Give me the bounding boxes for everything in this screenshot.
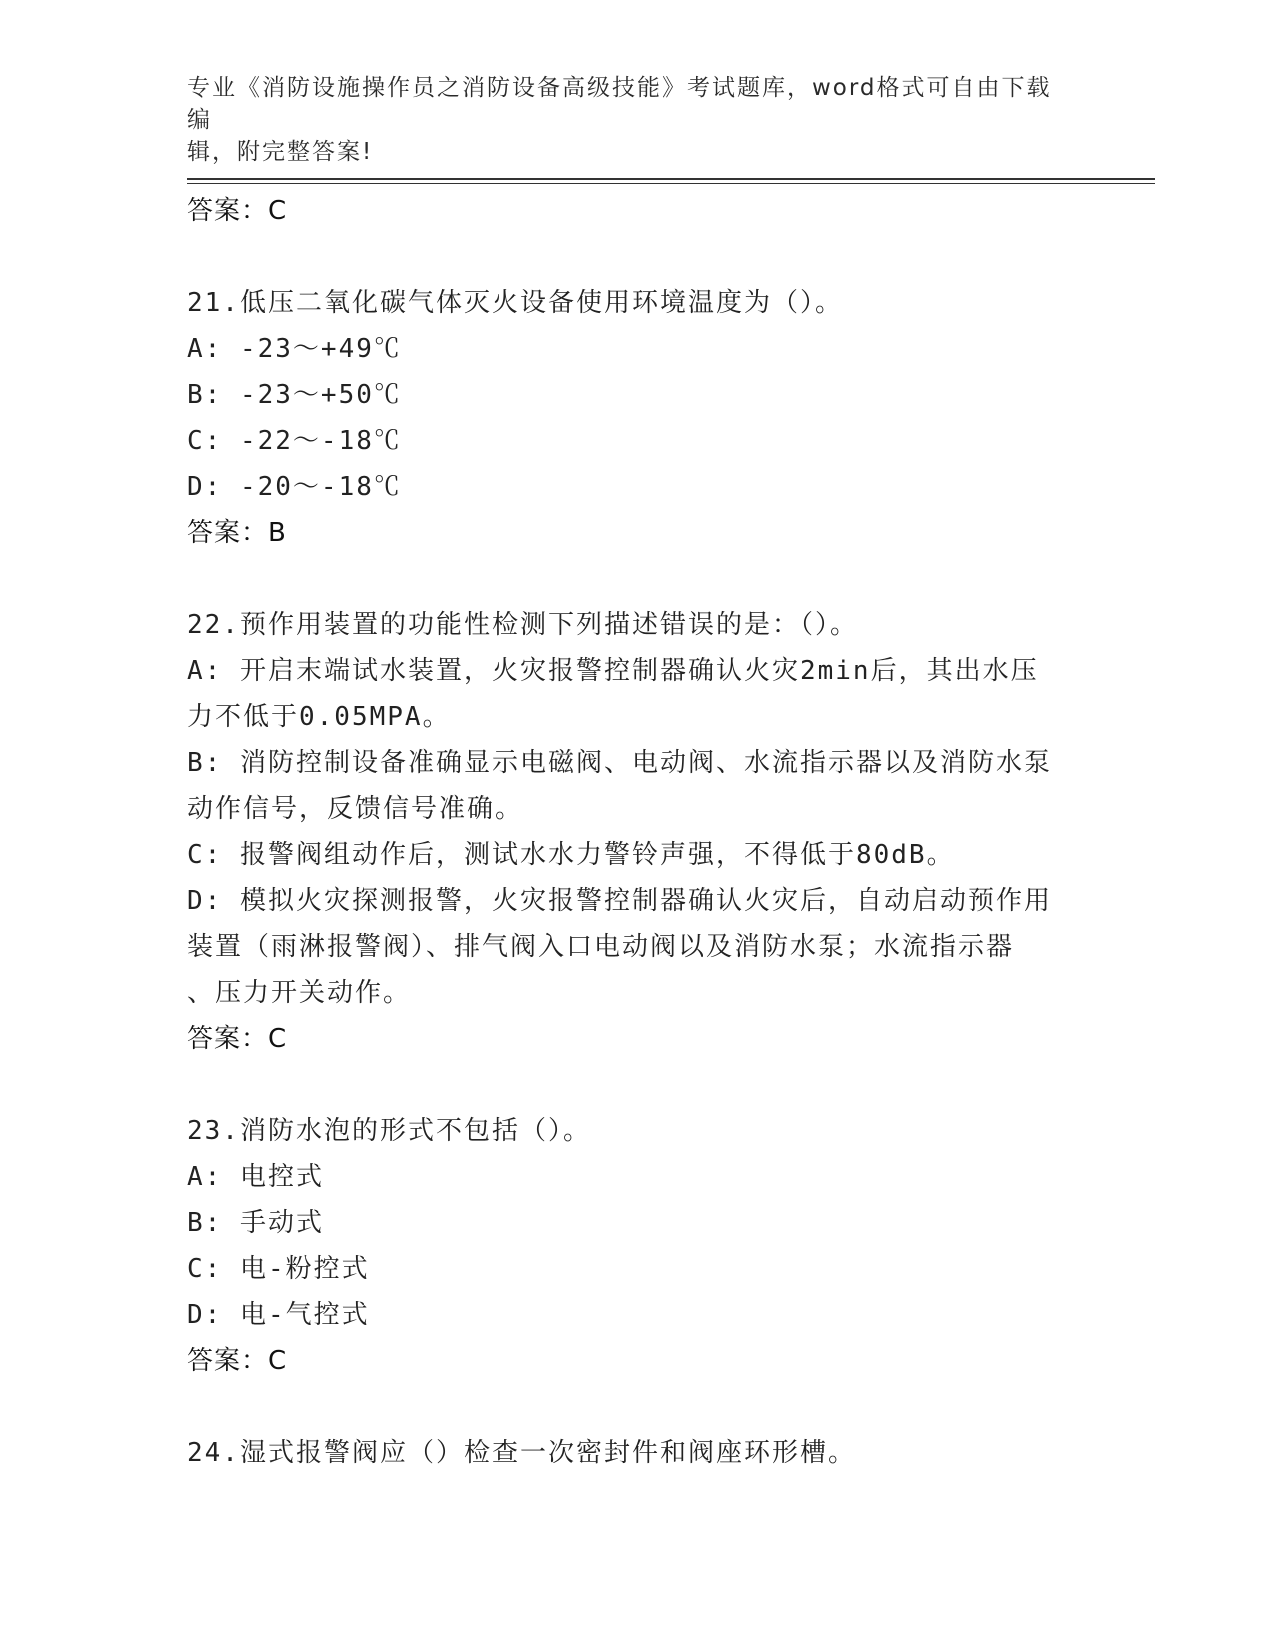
option-c: C: 电-粉控式 — [187, 1254, 370, 1284]
answer-line: 答案：C — [187, 1024, 288, 1054]
option-a-line-1: A: 开启末端试水装置，火灾报警控制器确认火灾2min后，其出水压 — [187, 656, 1039, 686]
option-d-line-1: D: 模拟火灾探测报警，火灾报警控制器确认火灾后，自动启动预作用 — [187, 886, 1052, 916]
option-a-line-2: 力不低于0.05MPA。 — [187, 702, 451, 732]
question-21 — [187, 280, 1087, 556]
spacer — [187, 234, 1087, 280]
answer-line: 答案：B — [187, 518, 287, 548]
option-b-line-2: 动作信号，反馈信号准确。 — [187, 794, 524, 824]
option-a: A: 电控式 — [187, 1162, 324, 1192]
spacer — [187, 1062, 1087, 1108]
option-c: C: 报警阀组动作后，测试水水力警铃声强，不得低于80dB。 — [187, 840, 955, 870]
option-c: C: -22～-18℃ — [187, 426, 402, 456]
option-d-line-3: 、压力开关动作。 — [187, 978, 412, 1008]
answer-line: 答案：C — [187, 196, 288, 226]
question-stem: 22.预作用装置的功能性检测下列描述错误的是：（）。 — [187, 610, 858, 640]
option-b-line-1: B: 消防控制设备准确显示电磁阀、电动阀、水流指示器以及消防水泵 — [187, 748, 1052, 778]
option-d-line-2: 装置（雨淋报警阀）、排气阀入口电动阀以及消防水泵；水流指示器 — [187, 932, 1015, 962]
spacer — [187, 1384, 1087, 1430]
option-b: B: -23～+50℃ — [187, 380, 402, 410]
question-23 — [187, 1108, 1087, 1384]
option-a: A: -23～+49℃ — [187, 334, 402, 364]
header-divider-thick — [187, 178, 1155, 180]
question-stem: 21.低压二氧化碳气体灭火设备使用环境温度为（）。 — [187, 288, 843, 318]
question-24 — [187, 1430, 1087, 1476]
spacer — [187, 556, 1087, 602]
header-line-1: 专业《消防设施操作员之消防设备高级技能》考试题库，word格式可自由下载编 — [187, 75, 1052, 133]
option-d: D: 电-气控式 — [187, 1300, 370, 1330]
option-b: B: 手动式 — [187, 1208, 324, 1238]
question-22 — [187, 602, 1087, 1062]
question-stem: 24.湿式报警阀应（）检查一次密封件和阀座环形槽。 — [187, 1438, 856, 1468]
option-d: D: -20～-18℃ — [187, 472, 402, 502]
answer-line: 答案：C — [187, 1346, 288, 1376]
page-header — [187, 72, 1067, 168]
question-stem: 23.消防水泡的形式不包括（）。 — [187, 1116, 591, 1146]
question-list — [187, 188, 1087, 1476]
header-line-2: 辑，附完整答案! — [187, 139, 374, 165]
header-divider-thin — [187, 183, 1155, 184]
